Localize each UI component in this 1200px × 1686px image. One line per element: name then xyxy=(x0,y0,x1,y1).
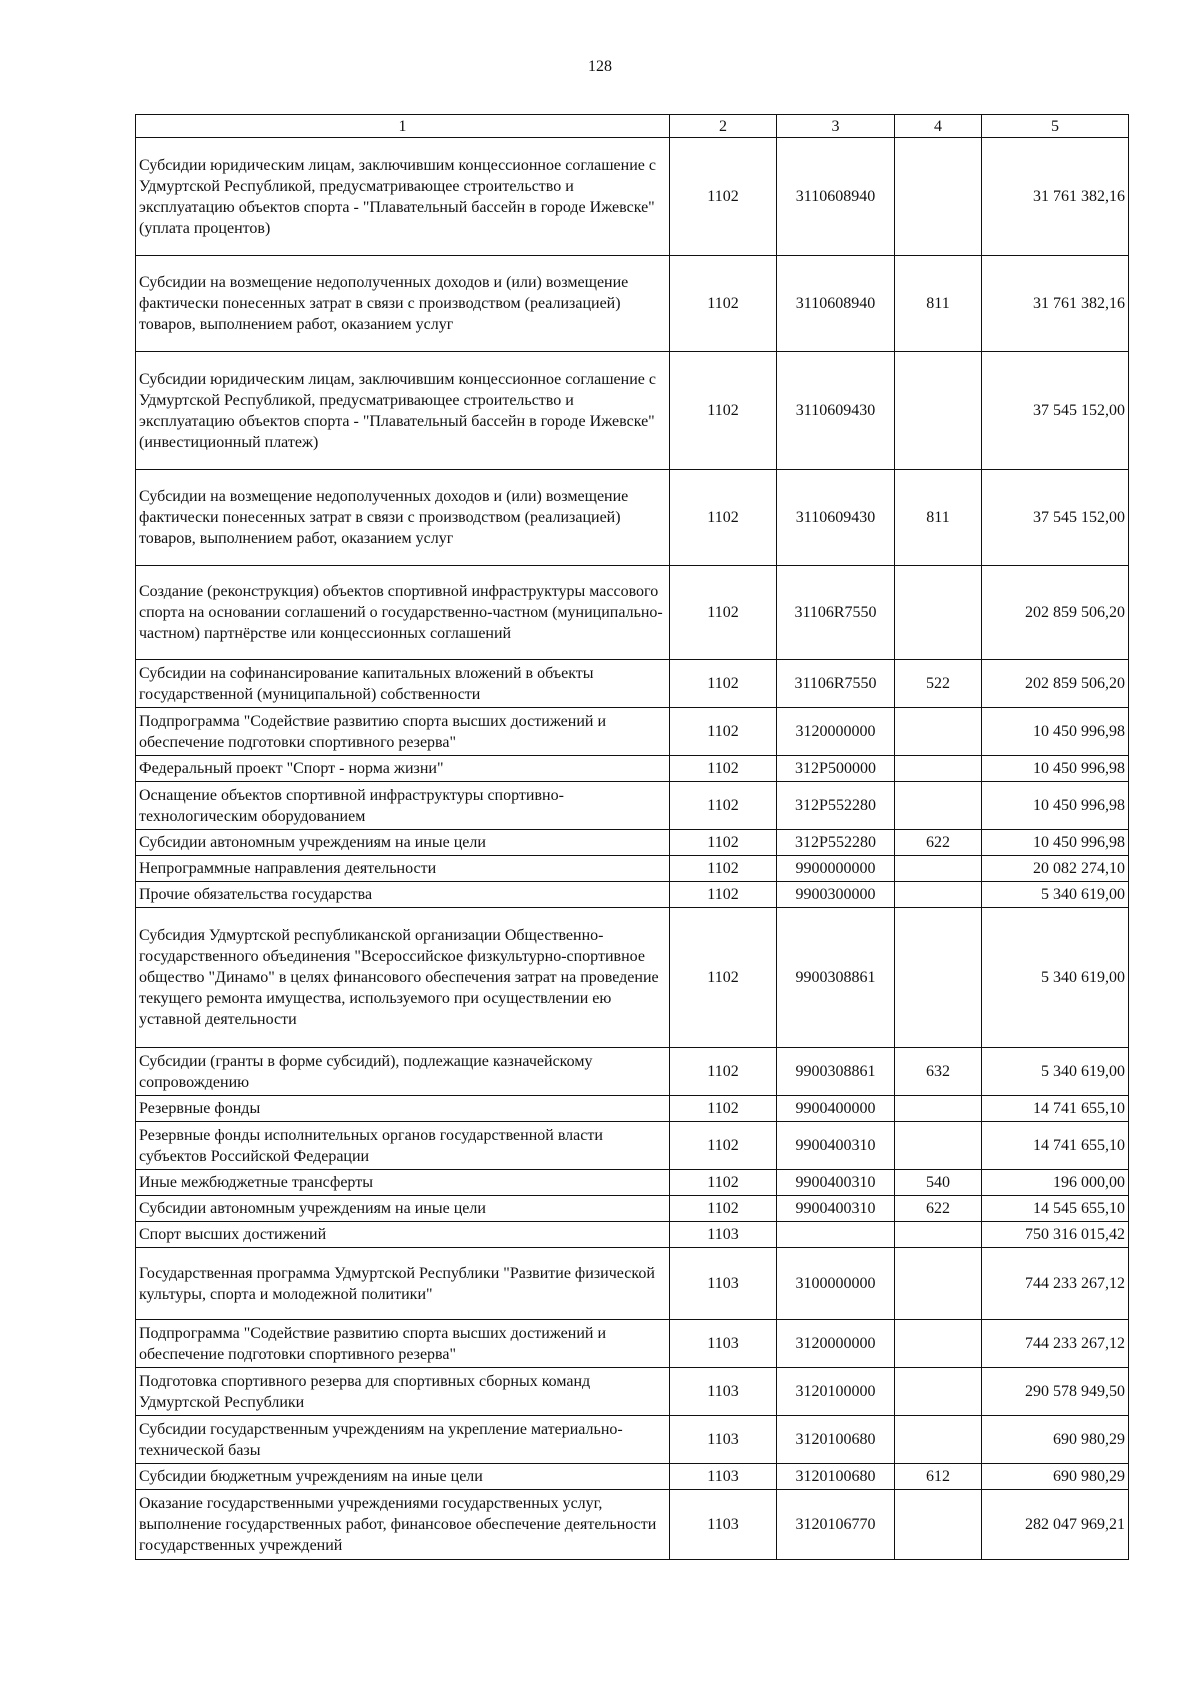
table-row xyxy=(136,882,1129,908)
row-amount-cell: 10 450 996,98 xyxy=(982,830,1129,856)
row-name-cell: Субсидии автономным учреждениям на иные цели xyxy=(136,1196,670,1222)
row-section-cell: 1102 xyxy=(670,1096,777,1122)
row-section-cell: 1103 xyxy=(670,1416,777,1464)
row-section-cell: 1102 xyxy=(670,1170,777,1196)
row-target-article-cell: 3110608940 xyxy=(777,138,895,256)
row-amount-cell: 10 450 996,98 xyxy=(982,708,1129,756)
row-target-article-cell: 312P552280 xyxy=(777,830,895,856)
row-expense-type-cell xyxy=(895,908,982,1048)
row-name-cell: Государственная программа Удмуртской Республики "Развитие физической культуры, спорта и молодежной политики" xyxy=(136,1248,670,1320)
table-row xyxy=(136,1122,1129,1170)
row-amount-cell: 196 000,00 xyxy=(982,1170,1129,1196)
row-expense-type-cell xyxy=(895,882,982,908)
table-row xyxy=(136,660,1129,708)
row-section-cell: 1102 xyxy=(670,782,777,830)
table-row xyxy=(136,1320,1129,1368)
row-name-cell: Субсидии на возмещение недополученных доходов и (или) возмещение фактически понесенных затрат в связи с производством (реализацией) товаров, выполнением работ, оказанием услуг xyxy=(136,470,670,566)
row-expense-type-cell xyxy=(895,1368,982,1416)
table-row xyxy=(136,908,1129,1048)
row-target-article-cell: 9900000000 xyxy=(777,856,895,882)
row-target-article-cell: 9900308861 xyxy=(777,1048,895,1096)
row-amount-cell: 10 450 996,98 xyxy=(982,782,1129,830)
row-amount-cell: 20 082 274,10 xyxy=(982,856,1129,882)
row-expense-type-cell: 540 xyxy=(895,1170,982,1196)
row-expense-type-cell: 811 xyxy=(895,470,982,566)
row-section-cell: 1102 xyxy=(670,138,777,256)
row-name-cell: Создание (реконструкция) объектов спортивной инфраструктуры массового спорта на основании соглашений о государственно-частном (муниципально-частном) партнёрстве или концессионных соглашений xyxy=(136,566,670,660)
table-row xyxy=(136,566,1129,660)
row-section-cell: 1102 xyxy=(670,256,777,352)
row-target-article-cell: 9900400000 xyxy=(777,1096,895,1122)
table-row xyxy=(136,782,1129,830)
table-row xyxy=(136,1464,1129,1490)
table-body xyxy=(136,138,1129,1560)
row-amount-cell: 31 761 382,16 xyxy=(982,256,1129,352)
table-row xyxy=(136,708,1129,756)
table-row xyxy=(136,856,1129,882)
row-name-cell: Непрограммные направления деятельности xyxy=(136,856,670,882)
row-target-article-cell: 3120000000 xyxy=(777,708,895,756)
row-expense-type-cell xyxy=(895,856,982,882)
row-expense-type-cell xyxy=(895,1222,982,1248)
row-name-cell: Субсидии на софинансирование капитальных вложений в объекты государственной (муниципальной) собственности xyxy=(136,660,670,708)
row-section-cell: 1102 xyxy=(670,830,777,856)
table-row xyxy=(136,138,1129,256)
row-amount-cell: 202 859 506,20 xyxy=(982,660,1129,708)
row-section-cell: 1102 xyxy=(670,908,777,1048)
row-name-cell: Оснащение объектов спортивной инфраструктуры спортивно-технологическим оборудованием xyxy=(136,782,670,830)
column-header-1: 1 xyxy=(136,115,670,138)
row-amount-cell: 744 233 267,12 xyxy=(982,1320,1129,1368)
row-target-article-cell: 3120100680 xyxy=(777,1416,895,1464)
row-target-article-cell: 9900400310 xyxy=(777,1170,895,1196)
row-amount-cell: 690 980,29 xyxy=(982,1464,1129,1490)
table-header-row xyxy=(136,115,1129,138)
row-section-cell: 1102 xyxy=(670,1122,777,1170)
row-amount-cell: 282 047 969,21 xyxy=(982,1490,1129,1560)
row-name-cell: Субсидии государственным учреждениям на укрепление материально-технической базы xyxy=(136,1416,670,1464)
row-name-cell: Подпрограмма "Содействие развитию спорта высших достижений и обеспечение подготовки спортивного резерва" xyxy=(136,1320,670,1368)
row-section-cell: 1103 xyxy=(670,1222,777,1248)
row-expense-type-cell xyxy=(895,782,982,830)
row-target-article-cell: 31106R7550 xyxy=(777,660,895,708)
row-target-article-cell: 312P552280 xyxy=(777,782,895,830)
row-amount-cell: 5 340 619,00 xyxy=(982,1048,1129,1096)
row-section-cell: 1102 xyxy=(670,882,777,908)
row-name-cell: Федеральный проект "Спорт - норма жизни" xyxy=(136,756,670,782)
row-name-cell: Подготовка спортивного резерва для спортивных сборных команд Удмуртской Республики xyxy=(136,1368,670,1416)
row-expense-type-cell xyxy=(895,566,982,660)
row-name-cell: Спорт высших достижений xyxy=(136,1222,670,1248)
row-amount-cell: 14 741 655,10 xyxy=(982,1122,1129,1170)
row-expense-type-cell: 622 xyxy=(895,1196,982,1222)
row-amount-cell: 202 859 506,20 xyxy=(982,566,1129,660)
row-expense-type-cell xyxy=(895,708,982,756)
row-target-article-cell xyxy=(777,1222,895,1248)
row-amount-cell: 31 761 382,16 xyxy=(982,138,1129,256)
row-section-cell: 1103 xyxy=(670,1490,777,1560)
table-row xyxy=(136,1416,1129,1464)
row-section-cell: 1102 xyxy=(670,470,777,566)
row-section-cell: 1102 xyxy=(670,756,777,782)
table-row xyxy=(136,352,1129,470)
row-target-article-cell: 9900308861 xyxy=(777,908,895,1048)
row-name-cell: Субсидии юридическим лицам, заключившим концессионное соглашение с Удмуртской Республикой, предусматривающее строительство и эксплуатацию объектов спорта - "Плавательный бассейн в городе Ижевске" (инвестиционный платеж) xyxy=(136,352,670,470)
row-amount-cell: 14 741 655,10 xyxy=(982,1096,1129,1122)
table-row xyxy=(136,830,1129,856)
row-target-article-cell: 31106R7550 xyxy=(777,566,895,660)
table-row xyxy=(136,1490,1129,1560)
row-amount-cell: 690 980,29 xyxy=(982,1416,1129,1464)
row-expense-type-cell: 612 xyxy=(895,1464,982,1490)
row-amount-cell: 14 545 655,10 xyxy=(982,1196,1129,1222)
row-target-article-cell: 3100000000 xyxy=(777,1248,895,1320)
row-name-cell: Субсидия Удмуртской республиканской организации Общественно-государственного объединения "Всероссийское физкультурно-спортивное общество "Динамо" в целях финансового обеспечения затрат на проведение текущего ремонта имущества, используемого при осуществлении ею уставной деятельности xyxy=(136,908,670,1048)
row-amount-cell: 744 233 267,12 xyxy=(982,1248,1129,1320)
row-target-article-cell: 3120106770 xyxy=(777,1490,895,1560)
row-name-cell: Субсидии (гранты в форме субсидий), подлежащие казначейскому сопровождению xyxy=(136,1048,670,1096)
row-target-article-cell: 3120100680 xyxy=(777,1464,895,1490)
row-expense-type-cell xyxy=(895,1416,982,1464)
row-target-article-cell: 3110609430 xyxy=(777,352,895,470)
row-amount-cell: 5 340 619,00 xyxy=(982,882,1129,908)
row-name-cell: Резервные фонды xyxy=(136,1096,670,1122)
row-name-cell: Оказание государственными учреждениями государственных услуг, выполнение государственных работ, финансовое обеспечение деятельности государственных учреждений xyxy=(136,1490,670,1560)
table-row xyxy=(136,1196,1129,1222)
row-expense-type-cell xyxy=(895,1248,982,1320)
row-amount-cell: 750 316 015,42 xyxy=(982,1222,1129,1248)
row-name-cell: Подпрограмма "Содействие развитию спорта высших достижений и обеспечение подготовки спортивного резерва" xyxy=(136,708,670,756)
row-target-article-cell: 3120000000 xyxy=(777,1320,895,1368)
row-section-cell: 1102 xyxy=(670,1048,777,1096)
row-section-cell: 1103 xyxy=(670,1464,777,1490)
row-section-cell: 1103 xyxy=(670,1320,777,1368)
column-header-4: 4 xyxy=(895,115,982,138)
row-name-cell: Субсидии юридическим лицам, заключившим концессионное соглашение с Удмуртской Республикой, предусматривающее строительство и эксплуатацию объектов спорта - "Плавательный бассейн в городе Ижевске" (уплата процентов) xyxy=(136,138,670,256)
row-expense-type-cell xyxy=(895,1096,982,1122)
row-expense-type-cell xyxy=(895,1320,982,1368)
table-row xyxy=(136,1096,1129,1122)
row-expense-type-cell: 632 xyxy=(895,1048,982,1096)
row-name-cell: Резервные фонды исполнительных органов государственной власти субъектов Российской Федерации xyxy=(136,1122,670,1170)
table-row xyxy=(136,1048,1129,1096)
row-expense-type-cell xyxy=(895,138,982,256)
row-expense-type-cell xyxy=(895,756,982,782)
row-section-cell: 1102 xyxy=(670,566,777,660)
table-row xyxy=(136,470,1129,566)
table-row xyxy=(136,1222,1129,1248)
budget-table xyxy=(135,114,1129,1560)
row-amount-cell: 37 545 152,00 xyxy=(982,470,1129,566)
row-section-cell: 1102 xyxy=(670,856,777,882)
row-section-cell: 1102 xyxy=(670,1196,777,1222)
row-name-cell: Иные межбюджетные трансферты xyxy=(136,1170,670,1196)
row-name-cell: Субсидии бюджетным учреждениям на иные цели xyxy=(136,1464,670,1490)
row-name-cell: Субсидии на возмещение недополученных доходов и (или) возмещение фактически понесенных затрат в связи с производством (реализацией) товаров, выполнением работ, оказанием услуг xyxy=(136,256,670,352)
row-amount-cell: 10 450 996,98 xyxy=(982,756,1129,782)
row-expense-type-cell: 622 xyxy=(895,830,982,856)
row-amount-cell: 37 545 152,00 xyxy=(982,352,1129,470)
table-row xyxy=(136,256,1129,352)
row-section-cell: 1102 xyxy=(670,660,777,708)
row-name-cell: Субсидии автономным учреждениям на иные цели xyxy=(136,830,670,856)
row-target-article-cell: 9900400310 xyxy=(777,1122,895,1170)
row-name-cell: Прочие обязательства государства xyxy=(136,882,670,908)
row-target-article-cell: 3110608940 xyxy=(777,256,895,352)
row-expense-type-cell xyxy=(895,1122,982,1170)
row-section-cell: 1103 xyxy=(670,1248,777,1320)
row-section-cell: 1102 xyxy=(670,352,777,470)
row-target-article-cell: 3120100000 xyxy=(777,1368,895,1416)
row-target-article-cell: 9900300000 xyxy=(777,882,895,908)
table-row xyxy=(136,1368,1129,1416)
table-row xyxy=(136,1248,1129,1320)
column-header-3: 3 xyxy=(777,115,895,138)
page-number: 128 xyxy=(588,58,612,75)
row-expense-type-cell xyxy=(895,352,982,470)
row-section-cell: 1102 xyxy=(670,708,777,756)
row-expense-type-cell: 811 xyxy=(895,256,982,352)
row-target-article-cell: 9900400310 xyxy=(777,1196,895,1222)
row-expense-type-cell: 522 xyxy=(895,660,982,708)
row-amount-cell: 5 340 619,00 xyxy=(982,908,1129,1048)
table-row xyxy=(136,756,1129,782)
row-target-article-cell: 312P500000 xyxy=(777,756,895,782)
row-target-article-cell: 3110609430 xyxy=(777,470,895,566)
column-header-5: 5 xyxy=(982,115,1129,138)
row-amount-cell: 290 578 949,50 xyxy=(982,1368,1129,1416)
table-row xyxy=(136,1170,1129,1196)
column-header-2: 2 xyxy=(670,115,777,138)
row-expense-type-cell xyxy=(895,1490,982,1560)
row-section-cell: 1103 xyxy=(670,1368,777,1416)
